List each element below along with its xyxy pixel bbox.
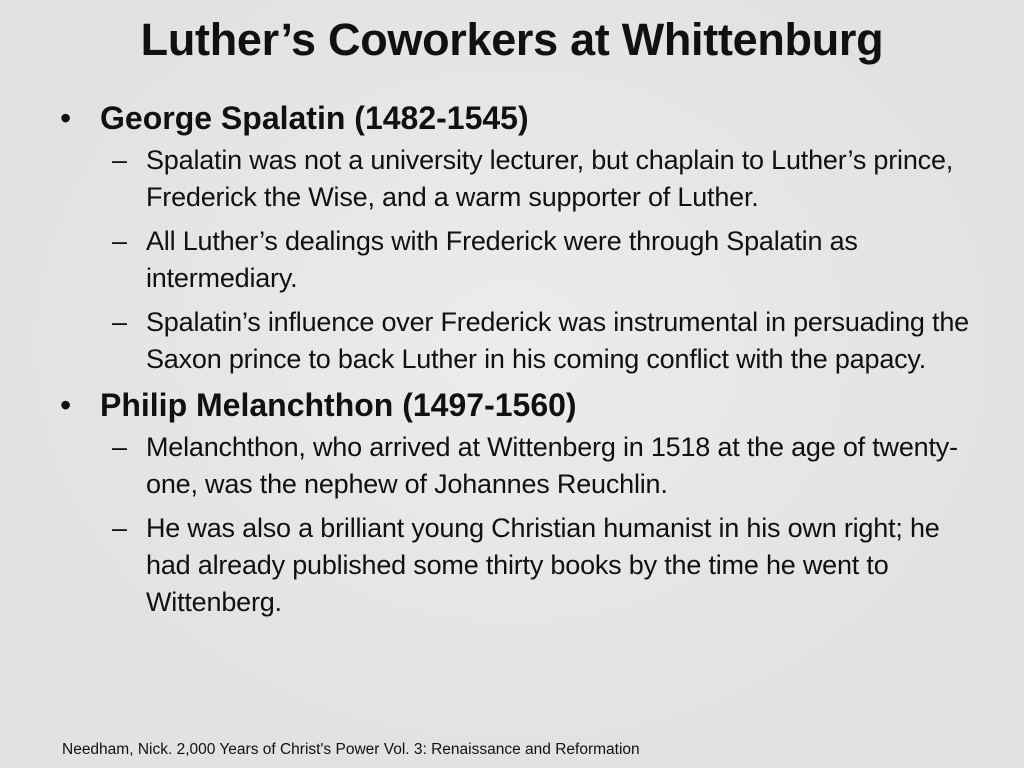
bullet-icon: •	[60, 100, 72, 136]
section-heading-text: George Spalatin (1482-1545)	[100, 100, 529, 136]
dash-icon: –	[112, 432, 127, 462]
dash-icon: –	[112, 145, 127, 175]
slide-content	[60, 98, 970, 628]
dash-icon: –	[112, 307, 127, 337]
sub-point-text: Melanchthon, who arrived at Wittenberg in 1518 at the age of twenty-one, was the nephew of Johannes Reuchlin.	[146, 432, 958, 499]
dash-icon: –	[112, 226, 127, 256]
sub-point-text: Spalatin was not a university lecturer, but chaplain to Luther’s prince, Frederick the Wise, and a warm supporter of Luther.	[146, 145, 954, 212]
sub-point	[60, 429, 970, 503]
slide-title: Luther’s Coworkers at Whittenburg	[140, 14, 884, 65]
citation-footer: Needham, Nick. 2,000 Years of Christ's Power Vol. 3: Renaissance and Reformation	[62, 741, 640, 758]
section-heading-spalatin	[60, 98, 970, 138]
sub-point-text: He was also a brilliant young Christian humanist in his own right; he had already published some thirty books by the time he went to Wittenberg.	[146, 513, 940, 617]
dash-icon: –	[112, 513, 127, 543]
sub-point	[60, 304, 970, 378]
section-heading-melanchthon	[60, 385, 970, 425]
sub-point	[60, 142, 970, 216]
sub-point	[60, 223, 970, 297]
sub-point-text: Spalatin’s influence over Frederick was instrumental in persuading the Saxon prince to back Luther in his coming conflict with the papacy.	[146, 307, 969, 374]
section-heading-text: Philip Melanchthon (1497-1560)	[100, 387, 577, 423]
bullet-icon: •	[60, 387, 72, 423]
sub-point-text: All Luther’s dealings with Frederick were through Spalatin as intermediary.	[146, 226, 858, 293]
sub-point	[60, 510, 970, 621]
